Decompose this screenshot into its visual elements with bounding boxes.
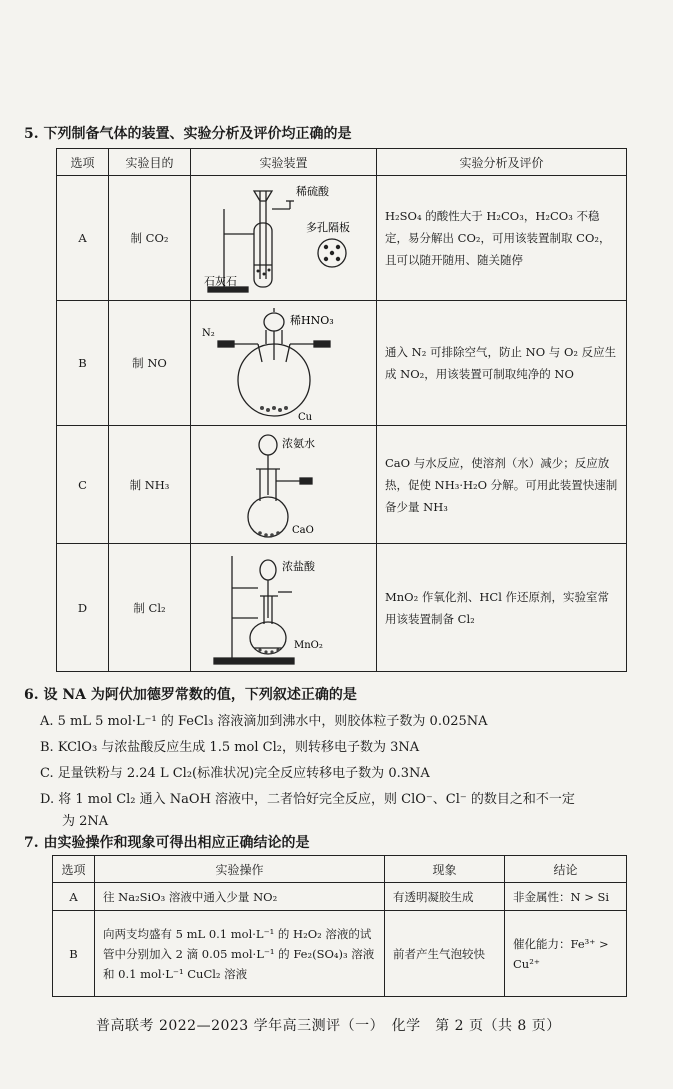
apparatus-b — [191, 301, 377, 426]
question-6-title: 6. 设 NA 为阿伏加德罗常数的值，下列叙述正确的是 — [24, 687, 357, 703]
row-analysis: H₂SO₄ 的酸性大于 H₂CO₃，H₂CO₃ 不稳定，易分解出 CO₂，可用该装置制取 CO₂，且可以随开随用、随关随停 — [377, 176, 627, 301]
question-6-option-b: B. KClO₃ 与浓盐酸反应生成 1.5 mol Cl₂，则转移电子数为 3NA — [40, 740, 420, 755]
label-dilute-nitric-acid: 稀HNO₃ — [289, 314, 334, 327]
header-operation: 实验操作 — [95, 856, 385, 883]
question-5-title: 5. 下列制备气体的装置、实验分析及评价均正确的是 — [24, 126, 352, 142]
label-limestone: 石灰石 — [203, 275, 237, 288]
flask-no-diagram — [194, 304, 374, 422]
row-purpose: 制 Cl₂ — [109, 544, 191, 672]
label-calcium-oxide: CaO — [291, 524, 314, 536]
row-analysis: MnO₂ 作氧化剂、HCl 作还原剂，实验室常用该装置制备 Cl₂ — [377, 544, 627, 672]
row-conclusion: 非金属性：N > Si — [505, 883, 627, 911]
label-nitrogen: N₂ — [201, 328, 215, 339]
label-copper: Cu — [297, 412, 312, 422]
apparatus-c — [191, 426, 377, 544]
header-option: 选项 — [53, 856, 95, 883]
label-dilute-sulfuric-acid: 稀硫酸 — [295, 185, 329, 198]
label-manganese-dioxide: MnO₂ — [293, 639, 323, 651]
table-header-row — [57, 149, 627, 176]
apparatus-table — [56, 148, 627, 672]
row-option: A — [57, 176, 109, 301]
row-analysis: 通入 N₂ 可排除空气，防止 NO 与 O₂ 反应生成 NO₂，用该装置可制取纯净的 NO — [377, 301, 627, 426]
page-footer: 普高联考 2022—2023 学年高三测评（一） 化学 第 2 页（共 8 页） — [96, 1018, 561, 1034]
header-analysis: 实验分析及评价 — [377, 149, 627, 176]
row-operation: 往 Na₂SiO₃ 溶液中通入少量 NO₂ — [95, 883, 385, 911]
row-option: A — [53, 883, 95, 911]
row-option: B — [57, 301, 109, 426]
header-conclusion: 结论 — [505, 856, 627, 883]
table-row — [57, 426, 627, 544]
apparatus-d — [191, 544, 377, 672]
label-conc-ammonia: 浓氨水 — [281, 436, 315, 450]
experiment-table — [52, 855, 627, 997]
row-purpose: 制 CO₂ — [109, 176, 191, 301]
header-phenomenon: 现象 — [385, 856, 505, 883]
table-row — [53, 883, 627, 911]
row-operation: 向两支均盛有 5 mL 0.1 mol·L⁻¹ 的 H₂O₂ 溶液的试管中分别加入 2 滴 0.05 mol·L⁻¹ 的 Fe₂(SO₄)₃ 溶液和 0.1 mol·L⁻¹ CuCl₂ 溶液 — [95, 911, 385, 997]
header-apparatus: 实验装置 — [191, 149, 377, 176]
question-6-option-d: D. 将 1 mol Cl₂ 通入 NaOH 溶液中，二者恰好完全反应，则 ClO⁻、Cl⁻ 的数目之和不一定 — [40, 792, 575, 807]
row-option: B — [53, 911, 95, 997]
table-header-row — [53, 856, 627, 883]
question-6-option-d-continued: 为 2NA — [62, 814, 109, 829]
row-option: C — [57, 426, 109, 544]
label-perforated-plate: 多孔隔板 — [305, 221, 350, 234]
question-7-title: 7. 由实验操作和现象可得出相应正确结论的是 — [24, 835, 310, 851]
kipp-apparatus-diagram — [194, 179, 374, 297]
ammonia-flask-diagram — [194, 429, 374, 541]
row-purpose: 制 NH₃ — [109, 426, 191, 544]
header-option: 选项 — [57, 149, 109, 176]
row-phenomenon: 有透明凝胶生成 — [385, 883, 505, 911]
table-row — [57, 176, 627, 301]
table-row — [57, 301, 627, 426]
apparatus-a — [191, 176, 377, 301]
table-row — [53, 911, 627, 997]
header-purpose: 实验目的 — [109, 149, 191, 176]
row-conclusion: 催化能力：Fe³⁺ > Cu²⁺ — [505, 911, 627, 997]
row-option: D — [57, 544, 109, 672]
question-6-option-a: A. 5 mL 5 mol·L⁻¹ 的 FeCl₃ 溶液滴加到沸水中，则胶体粒子数为 0.025NA — [40, 714, 488, 729]
chlorine-apparatus-diagram — [194, 548, 374, 668]
row-analysis: CaO 与水反应，使溶剂（水）减少；反应放热，促使 NH₃·H₂O 分解。可用此装置快速制备少量 NH₃ — [377, 426, 627, 544]
label-conc-hcl: 浓盐酸 — [281, 559, 315, 573]
row-purpose: 制 NO — [109, 301, 191, 426]
question-6-option-c: C. 足量铁粉与 2.24 L Cl₂(标准状况)完全反应转移电子数为 0.3NA — [40, 766, 430, 781]
row-phenomenon: 前者产生气泡较快 — [385, 911, 505, 997]
table-row — [57, 544, 627, 672]
